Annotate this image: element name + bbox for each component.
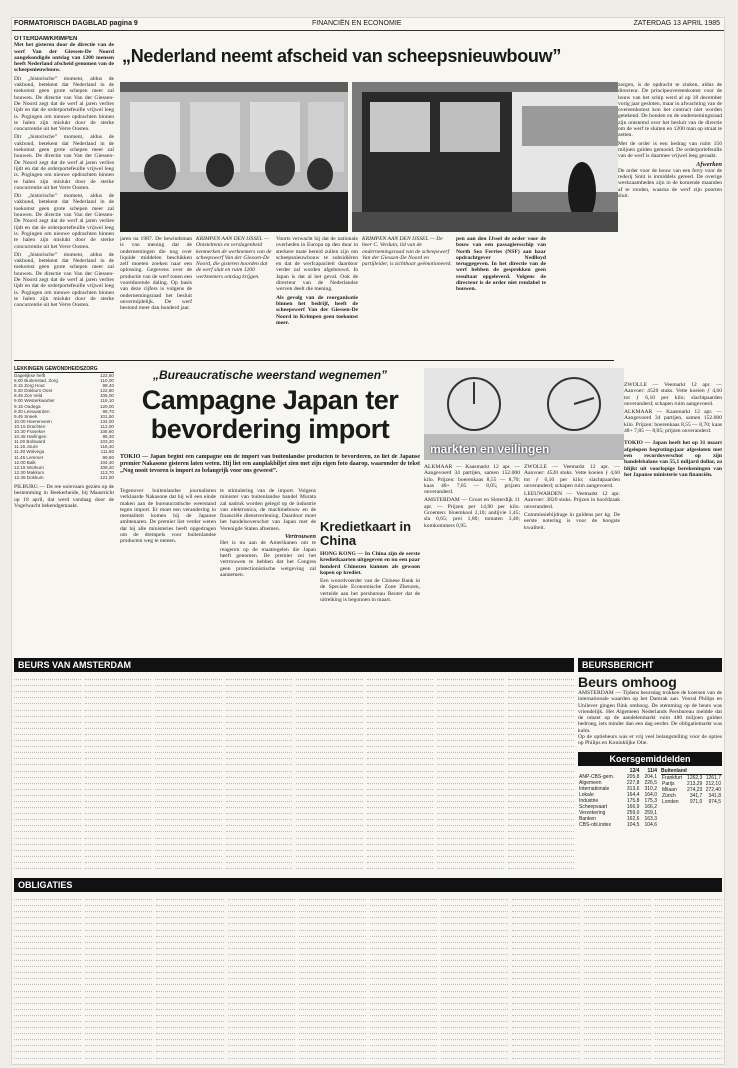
story1-col4b-text: Als gevolg van de reorganisatie binnen het bedrijf, heeft de scheepswerf Van der Giessen-De Noord in Krimpen geen toekomst meer.	[276, 294, 358, 326]
valuta-cell: Frankfurt	[662, 775, 683, 781]
lijst-row-label: 9.00 Westerkwartier	[14, 398, 55, 404]
koers-cell: CBS-obl.index	[579, 822, 611, 828]
lijst-row-value: 101,50	[99, 413, 114, 419]
markten-body1: ALKMAAR — Kaasmarkt 12 apr. — Aangevoerd 34 partijen, samen 152.000 kilo. Prijzen: boerenkaas 8,55 — 8,70; kaas 48+ 7,85 — 8,05; prijzen onveranderd.	[424, 464, 520, 496]
koers-cell: 204,1	[644, 774, 657, 780]
story1-col2	[120, 236, 192, 356]
koers-table	[578, 768, 658, 828]
koers-cell: 104,5	[626, 822, 640, 828]
story1-col6	[456, 236, 546, 356]
valuta-cell: 1262,3	[687, 775, 703, 781]
story1-caption1-wrap	[196, 236, 272, 356]
lijst-row-label: 10.00 Heerenveen	[14, 418, 52, 424]
markten-body5: Commissiebijdrage in guldens per kg. De eerste notering is voor de hoogste kwaliteit.	[524, 512, 620, 531]
koers-cell: ANP-CBS-gem.	[579, 774, 615, 780]
story1-col1-text: Dit „historische” moment, aldus de vakbond, betekent dat Nederland in de toekomst geen grote schepen meer zal bouwen. De directie van Van der Giessen-De Noord zegt dat de werf al jaren verlies lijdt en dat de orderportefeuille vrijwel leeg is. Pogingen om nieuwe opdrachten binnen te halen zijn mislukt door de sterke concurrentie uit het Verre Oosten.	[14, 75, 114, 133]
koers-cell: 310,2	[644, 786, 657, 792]
koers-cell: 313,6	[626, 786, 640, 792]
lijst-box	[14, 366, 114, 546]
lijst-row-value: 116,10	[100, 398, 114, 404]
koers-cell: 259,1	[644, 810, 657, 816]
lijst-row-value: 122,50	[99, 373, 114, 378]
story1-col4	[276, 236, 358, 356]
beurs-line	[226, 869, 293, 874]
lijst-row-value: 113,70	[100, 469, 114, 475]
lijst-row-label: 8.00 Buitenstad, Zorg	[14, 378, 58, 384]
valuta-cell: 974,5	[708, 799, 721, 805]
lijst-row-label: 9.15 Oudega	[14, 403, 41, 409]
story2-col2	[220, 488, 316, 628]
obligaties-table	[14, 894, 722, 1062]
valuta-cell: 341,8	[708, 793, 721, 799]
lijst-row-value: 105,00	[99, 393, 114, 399]
koers-cell: 226,5	[644, 780, 657, 786]
koers-cell: 259,0	[626, 810, 640, 816]
oblig-line	[228, 1059, 295, 1062]
story2-kicker-wrap	[120, 368, 420, 384]
valuta-cell: 272,40	[705, 787, 721, 793]
beursbericht-box	[578, 674, 722, 748]
beurs-column	[296, 674, 363, 874]
story1-headline: „Nederland neemt afscheid van scheepsnieuwbouw”	[122, 46, 562, 66]
oblig-column	[85, 894, 152, 1062]
beurs-column	[367, 674, 434, 874]
koers-box	[578, 768, 722, 872]
beursbericht-bar: BEURSBERICHT	[578, 658, 722, 672]
beurs-columns	[14, 674, 574, 874]
lijst-row-value: 98,40	[102, 383, 114, 389]
markten-body4: LEEUWARDEN — Veemarkt 12 apr. Aanvoer: 3820 stuks. Prijzen in hoofdzaak onveranderd.	[524, 491, 620, 510]
header-center: FINANCIËN EN ECONOMIE	[312, 20, 402, 27]
koers-cell: 164,0	[644, 792, 657, 798]
story2-lead: TOKIO — Japan begint een campagne om de import van buitenlandse producten te bevorderen, zo liet de Japanse premier Nakasone gisteren laten weten. Hij liet een aanplakbiljet zien met zijn eigen foto daarop, waaronder de tekst „Nog nooit tevoren is import zo belangrijk voor ons geweest”.	[120, 454, 420, 474]
photo-workers-image	[120, 82, 348, 232]
beurs-column	[155, 674, 222, 874]
oblig-line	[299, 1059, 366, 1062]
lijst-row-value: 122,80	[99, 388, 114, 394]
story2-headline: Campagne Japan ter bevordering import	[141, 386, 399, 444]
koers-cell: Verzekering	[579, 810, 606, 816]
lijst-row-label: 10.15 Drachten	[14, 423, 46, 429]
valuta-cell: Zürich	[662, 793, 676, 799]
valuta-cell: Londen	[662, 799, 679, 805]
koers-cell: 104,6	[644, 822, 657, 828]
lijst-rows	[14, 373, 114, 480]
story1-col2-text: jaren na 1987. De bewindsman is van mening dat de ondernemingen die nog over liquide middelen beschikken zelf moeten zoeken naar een oplossing. Gegevens over de productie van de werf tonen een voortdurende daling. Op basis van deze cijfers is volgens de ondernemingsraad het besluit onvermijdelijk. De werf bestond meer dan honderd jaar.	[120, 236, 192, 312]
lijst-extra: PILBURG — De ree ooievaars gezien op de bestemming in Beekerheide, bij Maastricht op 18 april, dat werd vandaag door de Vogelwacht bekendgemaakt.	[14, 483, 114, 509]
oblig-line	[584, 1059, 651, 1062]
oblig-line	[85, 1059, 152, 1062]
lijst-row-value: 134,00	[99, 418, 114, 424]
koers-row	[578, 822, 658, 828]
markten-col2	[524, 464, 620, 658]
markten-body2: AMSTERDAM — Groot en Sloterdijk 11 apr. — Prijzen per 14,80 per kilo. Groenten: bloemkool 2,10; andijvie 1,45; sla 0,65; prei 1,80; tomaten 3,40; komkommers 0,95.	[424, 497, 520, 529]
lijst-row-label: 8.45 Zon Veld	[14, 393, 43, 399]
oblig-line	[655, 1059, 722, 1062]
story1-col7-text: zorgen, is de opdracht te zinken, aldus de directeur. De principeovereenkomst voor de bouw van het schip werd al op 18 december vorig jaar gesloten, maar in afwachting van de overeenkomst kon het contract niet worden getekend. De bonden en de ondernemingsraad zijn ontstemd over het besluit van de directie om de werf te sluiten en 1200 man op straat te zetten.	[618, 82, 722, 139]
valuta-title: Buitenland	[661, 768, 722, 775]
story1-caption1: KRIMPEN AAN DEN IJSSEL — Ontsteltenis en verslagenheid kenmerken de werknemers van de scheepswerf Van der Giessen-De Noord, die gisteren hoorden dat de werf sluit en ruim 1200 werknemers ontslag krijgen.	[196, 236, 272, 280]
lijst-row-label: 12.30 Makkum	[14, 469, 45, 475]
markten-col1	[424, 464, 520, 658]
lijst-row-value: 112,00	[100, 423, 114, 429]
oblig-column	[156, 894, 223, 1062]
koers-cell: 175,8	[626, 798, 640, 804]
story1-col7b-text: Met de order is een bedrag van ruim 156 miljoen gulden gemoeid. De orderportefeuille van de werf is daarmee vrijwel leeg geraakt.	[618, 140, 722, 160]
beurs-line	[296, 869, 363, 874]
valuta-cell: Parijs	[662, 781, 675, 787]
koers-cell: Scheepvaart	[579, 804, 608, 810]
story2-col1	[120, 488, 216, 628]
beurs-line	[437, 869, 504, 874]
lijst-title: LEKKINGEN GEWONDHEIDSZORG	[14, 366, 114, 373]
valuta-table	[661, 775, 722, 805]
koers-cell: 227,8	[626, 780, 640, 786]
oblig-column	[441, 894, 508, 1062]
valuta-cell: 971,0	[689, 799, 703, 805]
koers-cell: 166,9	[626, 804, 640, 810]
oblig-column	[14, 894, 81, 1062]
divider-1	[14, 360, 614, 361]
story1-col1-text-repeat3: Dit „historische” moment, aldus de vakbond, betekent dat Nederland in de toekomst geen grote schepen meer zal bouwen. De directie van Van der Giessen-De Noord zegt dat de werf al jaren verlies lijdt en dat de orderportefeuille vrijwel leeg is. Pogingen om nieuwe opdrachten binnen te halen zijn mislukt door de sterke concurrentie uit het Verre Oosten.	[14, 251, 114, 309]
oblig-line	[156, 1059, 223, 1062]
story1-lead: Met het gisteren door de directie van de werf Van der Giessen-De Noord aangekondigde ontslag van 1200 mensen heeft Nederland afscheid genomen van de scheepsnieuwbouw.	[14, 42, 114, 74]
lijst-row-value: 104,40	[99, 459, 114, 465]
lijst-row-label: 8.30 Dokkum Oost	[14, 388, 53, 394]
markten-title: markten en veilingen	[430, 442, 550, 456]
krediet-headline: Kredietkaart in China	[320, 520, 412, 548]
story1-caption2-wrap	[362, 236, 452, 356]
oblig-line	[512, 1059, 579, 1062]
oblig-line	[441, 1059, 508, 1062]
lijst-row-label: 9.30 Leeuwarden	[14, 408, 50, 414]
lijst-row-value: 108,60	[99, 429, 114, 435]
krediet-lead: HONG KONG — In China zijn de eerste kredietkaarten uitgegeven en nu een paar honderd Chinezen kunnen als gewoon kopen op krediet.	[320, 551, 420, 576]
story2-subhead: Vertrouwen	[284, 533, 316, 541]
obligaties-columns	[14, 894, 722, 1062]
lijst-row-label: 11.00 Bolsward	[14, 439, 46, 445]
lijst-row-label: 12.15 Workum	[14, 464, 44, 470]
beursbericht-headline: Beurs omhoog	[578, 674, 677, 690]
lijst-row-value: 121,00	[99, 474, 114, 480]
beursbericht-body: AMSTERDAM — Tijdens beursdag trokken de koersen van de internationale waarden op het Damrak aan. Vooral Philips en Unilever gingen flink omhoog. De stemming op de beurs was vriendelijk. Het Algemeen Nederlands Persbureau meldde dat de omzet op de aandelenmarkt ruim 480 miljoen gulden bedroeg, iets minder dan een dag eerder. De obligatiemarkt was kalm.	[578, 690, 722, 734]
beurs-column	[226, 674, 293, 874]
lijst-row-value: 110,00	[100, 378, 114, 384]
lijst-row-label: Dagelijkse helft	[14, 373, 46, 378]
story2-headline-wrap	[120, 386, 420, 450]
valuta-cell: 213,29	[687, 781, 703, 787]
photo-workers	[120, 82, 348, 232]
valuta-cell: 274,23	[687, 787, 703, 793]
beurs-line	[508, 869, 575, 874]
header-right: ZATERDAG 13 APRIL 1985	[633, 20, 720, 27]
valuta-cell: 341,7	[689, 793, 703, 799]
obligaties-bar: OBLIGATIES	[14, 878, 722, 892]
lijst-row-label: 8.15 Zorg Hout	[14, 383, 45, 389]
story2-body2: te stimulering van de import. Volgens minister van buitenlandse handel Murata zal nadruk worden gelegd op de industrie van elektronica, de machinebouw en de financiële dienstverlening. Daardoor moet het handelsoverschot van Japan met de Verenigde Staten afnemen.	[220, 488, 316, 532]
story1-col7c-text: De order voor de bouw van een ferry voor de rederij Smit is inmiddels gereed. De overige werkzaamheden zijn in de komende maanden af te ronden, waarna de werf zijn poorten sluit.	[618, 167, 722, 200]
koers-cell: 205,8	[626, 774, 640, 780]
newspaper-page	[12, 18, 724, 1064]
beurs-column	[437, 674, 504, 874]
lijst-row-value: 96,30	[102, 434, 114, 440]
story1-subhead: Afwerken	[696, 160, 722, 168]
beurs-column	[14, 674, 81, 874]
header-left: FORMATORISCH DAGBLAD pagina 9	[14, 20, 138, 27]
koers-cell: 12/4	[629, 768, 640, 774]
lijst-row-label: 11.15 Joure	[14, 444, 38, 450]
story1-col1-text-repeat: Dit „historische” moment, aldus de vakbond, betekent dat Nederland in de toekomst geen grote schepen meer zal bouwen. De directie van Van der Giessen-De Noord zegt dat de werf al jaren verlies lijdt en dat de orderportefeuille vrijwel leeg is. Pogingen om nieuwe opdrachten binnen te halen zijn mislukt door de sterke concurrentie uit het Verre Oosten.	[14, 134, 114, 191]
story2-body1: Tegenover buitenlandse journalisten verklaarde Nakasone dat hij wil een einde maken aan de bureaucratische weerstand tegen import. Er moet een verandering in mentaliteit komen bij de Japanse ambtenaren. De premier liet verder weten dat hij alle ministeries heeft opgedragen om de drempels voor buitenlandse producten weg te nemen.	[120, 488, 216, 545]
lijst-row-value: 103,20	[99, 439, 114, 445]
lijst-row-label: 10.30 Franeker	[14, 429, 46, 435]
lijst-row-value: 99,90	[102, 454, 114, 460]
oblig-column	[584, 894, 651, 1062]
lijst-row-label: 11.30 Wolvega	[14, 449, 45, 455]
koers-cell: 163,3	[644, 816, 657, 822]
krediet-body: Een woordvoerder van de Chinese Bank in de Speciale Economische Zone Zhenzen, vertelde aan het persbureau Reuter dat de uitreiking is begonnen in maart.	[320, 578, 420, 604]
lijst-row-value: 120,00	[99, 403, 114, 409]
valuta-cell: 212,10	[705, 781, 721, 787]
koers-cell: Internationale	[579, 786, 610, 792]
story1-col4-text: Voorts verwacht hij dat de nationale overheden in Europa op den duur in sterkere mate bereid zullen zijn om scheepsnieuwbouw te subsidiëren en dat de werfcapaciteit daardoor verder zal worden afgebouwd. In Japan is dat al het geval. Ook de directeur van de Nederlandse werven deelt die mening.	[276, 236, 358, 293]
oblig-column	[370, 894, 437, 1062]
lijst-row-label: 9.45 Sneek	[14, 413, 38, 419]
photo-bus	[352, 82, 652, 232]
koers-cell: Industrie	[579, 798, 599, 804]
beurs-line	[85, 869, 152, 874]
story2-kicker: „Bureaucratische weerstand wegnemen”	[152, 368, 388, 382]
oblig-column	[512, 894, 579, 1062]
oblig-line	[370, 1059, 437, 1062]
beurs-table	[14, 674, 574, 874]
markten-body1b: ALKMAAR — Kaasmarkt 12 apr. — Aangevoerd 34 partijen, samen 152.000 kilo. Prijzen: boerenkaas 8,55 — 8,70; kaas 48+ 7,85 — 8,05; prijzen onveranderd.	[624, 409, 722, 435]
markten-tokio: TOKIO — Japan heeft het op 31 maart afgelopen begrotingsjaar afgesloten met een recordoverschot op zijn handelsbalans van 55,1 miljard dollar, zo blijkt uit voorlopige berekeningen van het Japanse ministerie van financiën.	[624, 440, 722, 478]
story1-col1-text-repeat2: Dit „historische” moment, aldus de vakbond, betekent dat Nederland in de toekomst geen grote schepen meer zal bouwen. De directie van Van der Giessen-De Noord zegt dat de werf al jaren verlies lijdt en dat de orderportefeuille vrijwel leeg is. Pogingen om nieuwe opdrachten binnen te halen zijn mislukt door de sterke concurrentie uit het Verre Oosten.	[14, 193, 114, 250]
koers-cell: 162,6	[626, 816, 640, 822]
koers-cell: Lokale	[579, 792, 594, 798]
koers-bar: Koersgemiddelden	[578, 752, 722, 766]
story1-col1	[14, 36, 114, 376]
lijst-row-label: 12.45 Dokkum	[14, 474, 44, 480]
lijst-row-label: 10.45 Harlingen	[14, 434, 47, 440]
oblig-line	[14, 1059, 81, 1062]
beurs-line	[155, 869, 222, 874]
photo-bus-image	[352, 82, 652, 232]
koers-cell: 164,4	[626, 792, 640, 798]
page-header	[12, 18, 724, 31]
beurs-column	[85, 674, 152, 874]
koers-cell: 175,3	[644, 798, 657, 804]
valuta-cell: Milaan	[662, 787, 677, 793]
beurs-bar: BEURS VAN AMSTERDAM	[14, 658, 574, 672]
markten-col3	[624, 382, 722, 656]
lijst-row-value: 109,20	[99, 464, 114, 470]
koers-cell: 166,2	[644, 804, 657, 810]
koers-cell: Banken	[579, 816, 596, 822]
beurs-line	[14, 869, 81, 874]
beurs-column	[508, 674, 575, 874]
story1-col6-text: pen aan den IJssel de order voor de bouw van een passagiersschip van North Sea Ferries (NSF) aan haar opdrachtgever Nedlloyd teruggegeven. In het directie van de werf hebben de gesprekken geen resultaat opgeleverd. Volgens de directeur is de order niet rendabel te bouwen.	[456, 236, 546, 293]
lijst-row-value: 99,70	[102, 408, 114, 414]
story1-dateline: OTTERDAM/KRIMPEN	[14, 36, 78, 42]
lijst-row-label: 12.00 Balk	[14, 459, 36, 465]
story1-headline-wrap	[122, 46, 722, 76]
valuta-row	[661, 799, 722, 805]
lijst-row-value: 111,80	[100, 449, 114, 455]
oblig-column	[655, 894, 722, 1062]
markten-body3: ZWOLLE — Veemarkt 12 apr. — Aanvoer: 4520 stuks. Vette koeien ƒ 4,60 tot ƒ 6,10 per kilo; slachtpaarden onveranderd; schapen ruim aangevoerd.	[524, 464, 620, 489]
valuta-cell: 1261,7	[705, 775, 721, 781]
koers-cell: 11/4	[647, 768, 657, 774]
beurs-line	[367, 869, 434, 874]
oblig-column	[299, 894, 366, 1062]
lijst-row-label: 11.45 Lemmer	[14, 454, 44, 460]
oblig-column	[228, 894, 295, 1062]
lijst-row	[14, 475, 114, 480]
story1-col7	[618, 82, 722, 380]
koers-cell: Algemeen	[579, 780, 602, 786]
markten-body3b: ZWOLLE — Veemarkt 12 apr. — Aanvoer: 4520 stuks. Vette koeien ƒ 4,60 tot ƒ 6,10 per kilo; slachtpaarden onveranderd; schapen ruim aangevoerd.	[624, 382, 722, 407]
story1-caption2: KRIMPEN AAN DEN IJSSEL — De heer C. Verduin, lid van de ondernemingsraad van de scheepswerf Van der Giessen-De Noord en partijleider, is zichtbaar geëmotioneerd.	[362, 236, 452, 268]
lijst-row-value: 118,40	[100, 444, 114, 450]
beursbericht-body2: Op de optiebeurs was er vrij veel belangstelling voor de opties op Philips en Koninklijke Olie.	[578, 734, 722, 747]
krediet-box	[320, 520, 420, 628]
story2-body3: Het is nu aan de Amerikanen om te reageren op de maatregelen die Japan heeft genomen. De premier zei het vertrouwen te hebben dat het Congres geen protectionistische wetgeving zal aannemen.	[220, 540, 316, 578]
